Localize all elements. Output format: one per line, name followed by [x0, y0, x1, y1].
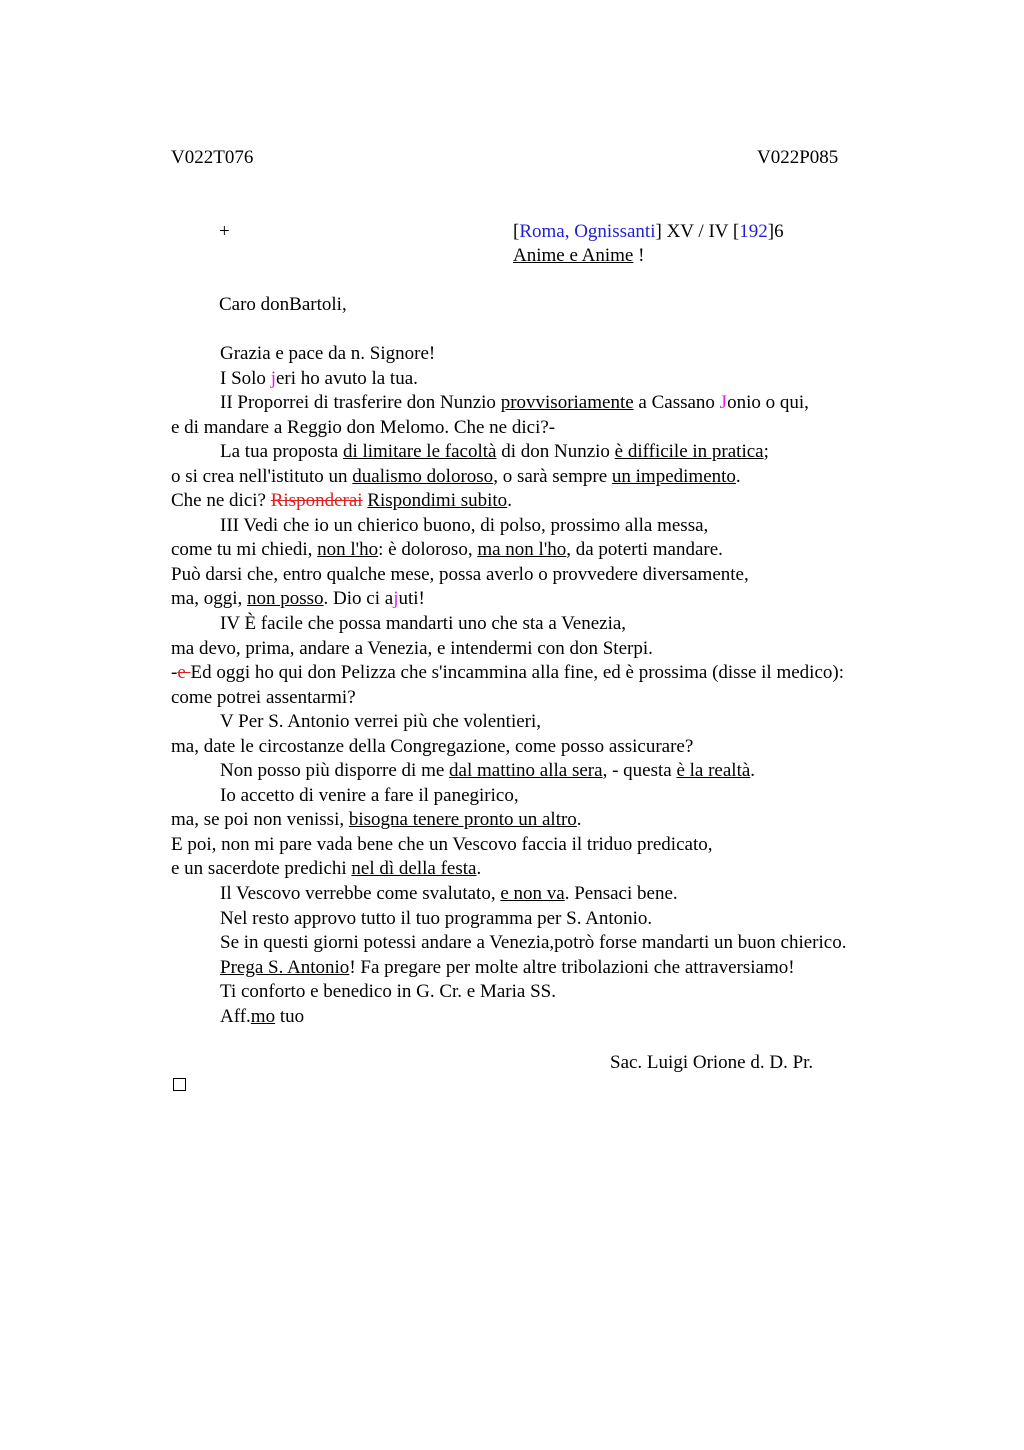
- greeting: Grazia e pace da n. Signore!: [220, 343, 436, 364]
- date-mid: ] XV / IV [: [655, 221, 740, 242]
- end-square-icon: [173, 1078, 186, 1091]
- salutation: Caro donBartoli,: [219, 294, 347, 315]
- paragraph-4-end: ma, oggi, non posso. Dio ci ajuti!: [171, 588, 425, 610]
- paragraph-6-line4: Io accetto di venire a fare il panegirico,: [220, 784, 519, 806]
- paragraph-3-cont: o si crea nell'istituto un dualismo doloroso, o sarà sempre un impedimento.: [171, 465, 741, 487]
- paragraph-6-end: e un sacerdote predichi nel dì della festa.: [171, 858, 482, 880]
- paragraph-5-end: come potrei assentarmi?: [171, 686, 356, 708]
- motto-end: !: [633, 245, 645, 266]
- paragraph-6: V Per S. Antonio verrei più che volentieri,: [220, 711, 542, 733]
- deleted-word: e: [177, 662, 191, 684]
- paragraph-10: Prega S. Antonio! Fa pregare per molte altre tribolazioni che attraversiamo!: [220, 956, 795, 978]
- paragraph-2: II Proporrei di trasferire don Nunzio provvisoriamente a Cassano Jonio o qui,: [220, 392, 809, 414]
- date-end: ]6: [767, 221, 784, 242]
- paragraph-8: Nel resto approvo tutto il tuo programma per S. Antonio.: [220, 907, 653, 929]
- paragraph-1: I Solo jeri ho avuto la tua.: [220, 367, 418, 389]
- paragraph-7: Il Vescovo verrebbe come svalutato, e non va. Pensaci bene.: [220, 883, 678, 905]
- paragraph-5: IV È facile che possa mandarti uno che sta a Venezia,: [220, 613, 627, 635]
- paragraph-5-cont: ma devo, prima, andare a Venezia, e intendermi con don Sterpi.: [171, 637, 653, 659]
- deleted-word: Risponderai: [270, 490, 363, 512]
- header-right-code: V022P085: [757, 147, 839, 168]
- signature: Sac. Luigi Orione d. D. Pr.: [610, 1052, 814, 1073]
- motto-line: [513, 244, 644, 268]
- paragraph-9: Se in questi giorni potessi andare a Venezia,potrò forse mandarti un buon chierico.: [220, 932, 847, 954]
- paragraph-2-cont: e di mandare a Reggio don Melomo. Che ne dici?-: [171, 416, 556, 438]
- motto: Anime e Anime: [513, 245, 634, 266]
- paragraph-6-line3: Non posso più disporre di me dal mattino alla sera, - questa è la realtà.: [220, 760, 756, 782]
- paragraph-6-cont: ma, date le circostanze della Congregazione, come posso assicurare?: [171, 735, 694, 757]
- paragraph-5-line3: -e Ed oggi ho qui don Pelizza che s'incammina alla fine, ed è prossima (disse il medico):: [171, 662, 844, 684]
- year-editorial: 192: [739, 221, 768, 242]
- place-editorial: Roma, Ognissanti: [519, 221, 656, 242]
- paragraph-6-line6: E poi, non mi pare vada bene che un Vescovo faccia il triduo predicato,: [171, 833, 713, 855]
- paragraph-3-end: Che ne dici? Risponderai Rispondimi subito.: [171, 490, 512, 512]
- paragraph-3: La tua proposta di limitare le facoltà di don Nunzio è difficile in pratica;: [220, 441, 769, 463]
- paragraph-4-line3: Può darsi che, entro qualche mese, possa averlo o provvedere diversamente,: [171, 563, 749, 585]
- date-open: [: [513, 221, 520, 242]
- paragraph-6-line5: ma, se poi non venissi, bisogna tenere pronto un altro.: [171, 809, 582, 831]
- letter-body: [171, 342, 931, 1029]
- paragraph-4: III Vedi che io un chierico buono, di polso, prossimo alla messa,: [220, 514, 709, 536]
- correction-letter: J: [719, 392, 728, 414]
- paragraph-11: Ti conforto e benedico in G. Cr. e Maria SS.: [220, 981, 556, 1003]
- correction-letter: j: [393, 588, 399, 610]
- date-line: [513, 220, 784, 244]
- cross-mark: +: [219, 221, 230, 242]
- paragraph-4-cont: come tu mi chiedi, non l'ho: è doloroso, ma non l'ho, da poterti mandare.: [171, 539, 723, 561]
- header-left-code: V022T076: [171, 147, 254, 168]
- correction-letter: j: [270, 367, 276, 389]
- closing: Aff.mo tuo: [220, 1005, 305, 1027]
